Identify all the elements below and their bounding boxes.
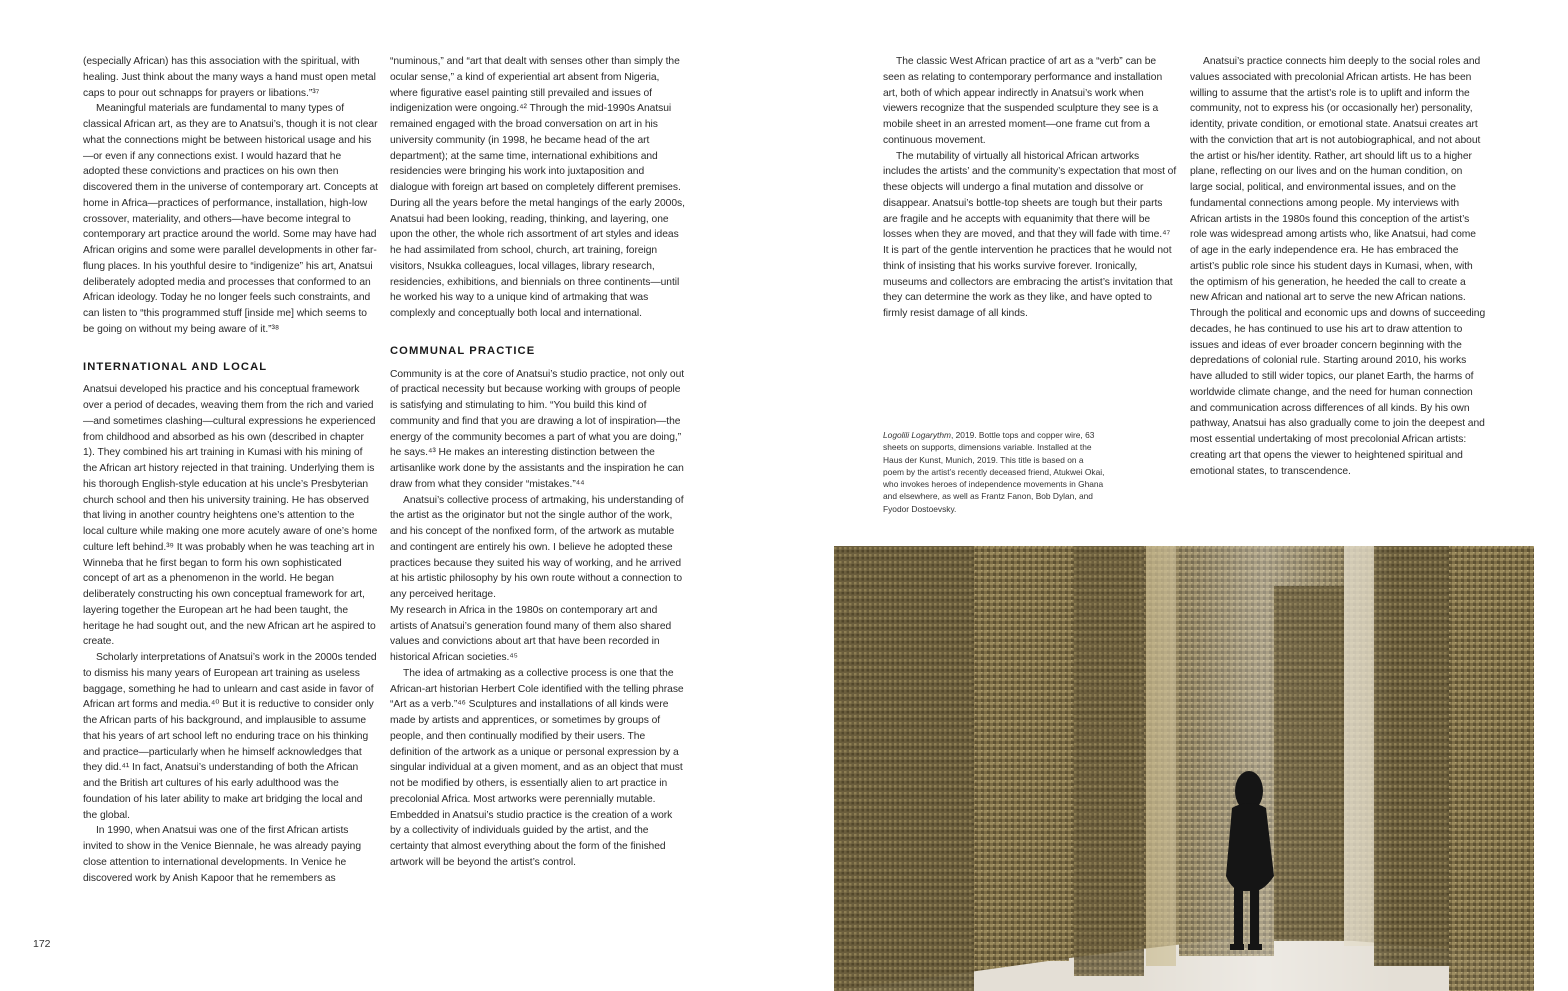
paragraph: Community is at the core of Anatsui’s studio practice, not only out of practical necessity but because working with groups of people is satisfying and stimulating to him. “You build this kind of community and find that you are drawing a lot of inspiration—the energy of the community becomes a part of what you are doing,” he says.⁴³ He makes an interesting distinction between the artisanlike work done by the assistants and the inspiration he can draw from what they consider “mistakes.”⁴⁴: [390, 368, 685, 490]
paragraph: Meaningful materials are fundamental to many types of classical African art, as they are to Anatsui’s, though it is not clear what the connections might be between historical usage and his—or even if any connections exist. I would hazard that he adopted these convictions and practices on his own then discovered them in the universe of contemporary art. Concepts at home in Africa—practices of performance, installation, high-low crossover, materiality, and others—have become integral to contemporary art practice around the world. Some may have had African origins and some were parallel developments in other far-flung places. In his youthful desire to “indigenize” his art, Anatsui deliberately adopted media and processes that conformed to an African ideology. Today he no longer feels such constraints, and can listen to “this programmed stuff [inside me] which seems to be going on without my being aware of it.”³⁸: [83, 103, 378, 335]
paragraph: The mutability of virtually all historical African artworks includes the artists’ and the community’s expectation that most of these objects will undergo a final mutation and dissolve or disappear. Anatsui’s bottle-top sheets are tough but their parts are fragile and he accepts with equanimity that there will be losses when they are moved, and that they will fade with time.⁴⁷ It is part of the gentle intervention he practices that he would not think of insisting that his works survive forever. Ironically, museums and collectors are embracing the artist’s invitation that they can determine the work as they like, and have opted to firmly resist damage of all kinds.: [883, 150, 1177, 319]
paragraph: Anatsui’s collective process of artmaking, his understanding of the artist as the originator but not the single author of the work, and his concept of the nonfixed form, of the artwork as mutable and contingent are entirely his own. I believe he adopted these practices because they suited his way of working, and he arrived at his artistic philosophy by his own route without a connection to any perceived heritage.: [390, 494, 684, 600]
text-column-1: [83, 54, 378, 886]
caption-text: , 2019. Bottle tops and copper wire, 63 sheets on supports, dimensions variable. Installed at the Haus der Kunst, Munich, 2019. This title is based on a poem by the artist’s recently deceased friend, Atukwei Okai, who invokes heroes of independence movements in Ghana and elsewhere, as well as Frantz Fanon, Bob Dylan, and Fyodor Dostoevsky.: [883, 430, 1105, 514]
installation-photo: [834, 546, 1534, 991]
paragraph: The idea of artmaking as a collective process is one that the African-art historian Herbert Cole identified with the telling phrase “Art as a verb.”⁴⁶ Sculptures and installations of all kinds were made by artists and apprentices, or sometimes by groups of people, and then continually modified by their users. The definition of the artwork as a unique or personal expression by a singular individual at a given moment, and as an object that must not be modified by others, is essentially alien to art practice in precolonial Africa. Most artworks were perennially mutable. Embedded in Anatsui’s studio practice is the creation of a work by a collectivity of individuals guided by the artist, and the certainty that almost everything about the form of the finished artwork will be beyond the artist’s control.: [390, 667, 684, 868]
hanging-sheet: [979, 561, 1069, 961]
hanging-sheet: [1449, 546, 1534, 991]
paragraph: The classic West African practice of art as a “verb” can be seen as relating to contemporary performance and installation art, both of which appear indirectly in Anatsui’s work when viewers recognize that the suspended sculpture they see is a mobile sheet in an arrested moment—one frame cut from a continuous movement.: [883, 56, 1163, 146]
artwork-title: Logolili Logarythm: [883, 430, 951, 440]
paragraph: Anatsui developed his practice and his conceptual framework over a period of decades, weaving them from the rich and varied—and sometimes clashing—cultural expressions he experienced from childhood and absorbed as his own (described in chapter 1). They combined his art training in Kumasi with his mining of the African art history rejected in that training. Underlying them is his thorough English-style education at his uncle’s Presbyterian church school and then his university training. He has observed that living in another country heightens one’s attention to the local culture while making one more acutely aware of one’s home culture left behind.³⁹ It was probably when he was teaching art in Winneba that he first began to form his own sophisticated concept of art as a phenomenon in the world. He began deliberately constructing his own conceptual framework for art, layering together the European art he had been taught, the heritage he had sought out, and the new African art he aspired to create.: [83, 384, 378, 648]
hanging-sheet: [834, 546, 974, 991]
text-column-2: [390, 54, 685, 871]
paragraph: “numinous,” and “art that dealt with senses other than simply the ocular sense,” a kind of experiential art absent from Nigeria, where figurative easel painting still prevailed and issues of indigenization were ongoing.⁴² Through the mid-1990s Anatsui remained engaged with the broad conversation on art in his university community (in 1998, he became head of the art department); at the same time, international exhibitions and residencies were bringing his work into juxtaposition and dialogue with foreign art based on completely different premises. During all the years before the metal hangings of the early 2000s, Anatsui had been looking, reading, thinking, and layering, one upon the other, the whole rich assortment of art styles and ideas he had assimilated from school, church, art training, foreign visitors, Nsukka colleagues, local villages, library research, residencies, exhibitions, and biennials on three continents—until he worked his way to a unique kind of artmaking that was complexly and conceptually both local and international.: [390, 56, 685, 319]
hanging-sheet: [1274, 586, 1344, 941]
light-glow: [1134, 546, 1394, 991]
paragraph: (especially African) has this association with the spiritual, with healing. Just think about the many ways a hand must open metal caps to pour out schnapps for prayers or libations.”³⁷: [83, 56, 376, 99]
section-heading-international-and-local: INTERNATIONAL AND LOCAL: [83, 360, 268, 373]
text-column-3: [883, 54, 1177, 322]
section-heading-communal-practice: COMMUNAL PRACTICE: [390, 344, 536, 357]
paragraph: My research in Africa in the 1980s on contemporary art and artists of Anatsui’s generation found many of them also shared values and convictions about art that have been recorded in historical African societies.⁴⁵: [390, 604, 672, 663]
text-column-4: [1190, 54, 1486, 479]
paragraph: Scholarly interpretations of Anatsui’s work in the 2000s tended to dismiss his many years of European art training as useless baggage, something he had to unlearn and cast aside in favor of African art forms and media.⁴⁰ But it is reductive to consider only the African parts of his background, and implausible to assume that his years of art school left no enduring trace on his thinking and practice—particularly when he himself acknowledges that they did.⁴¹ In fact, Anatsui’s understanding of both the African and the British art cultures of his early adulthood was the foundation of his later ability to make art bridging the local and the global.: [83, 652, 377, 821]
paragraph: Anatsui’s practice connects him deeply to the social roles and values associated with precolonial African artists. He has been willing to assume that the artist’s role is to uplift and inform the community, not to express his (or occasionally her) personality, identity, private condition, or emotional state. Anatsui creates art with the conviction that art is not autobiographical, and not about the artist or his/her identity. Rather, art should lift us to a higher plane, reflecting on our lives and on the human condition, on large social, political, and environmental issues, and on the fundamental connections among people. My interviews with African artists in the 1980s found this conception of the artist’s role was widespread among artists who, like Anatsui, had come of age in the early independence era. He has embraced the artist’s public role since his student days in Kumasi, when, with the optimism of his generation, he heeded the call to create a new African and national art to serve the new African nations. Through the political and economic ups and downs of succeeding decades, he has continued to use his art to draw attention to issues and ideas of ever broader concern beginning with the depredations of colonial rule. Starting around 2010, his works have alluded to still wider topics, our planet Earth, the harms of worldwide climate change, and the need for human connection and communication across differences of all kinds. By his own pathway, Anatsui has also gradually come to join the deepest and most essential undertaking of most precolonial African artists: creating art that opens the viewer to heightened spiritual and emotional states, to transcendence.: [1190, 56, 1486, 477]
hanging-sheet: [1074, 546, 1144, 976]
figure-caption: [883, 429, 1105, 515]
page-number: 172: [33, 938, 51, 950]
paragraph: In 1990, when Anatsui was one of the first African artists invited to show in the Venice Biennale, he was already paying close attention to international developments. In Venice he discovered work by Anish Kapoor that he remembers as: [83, 825, 362, 884]
